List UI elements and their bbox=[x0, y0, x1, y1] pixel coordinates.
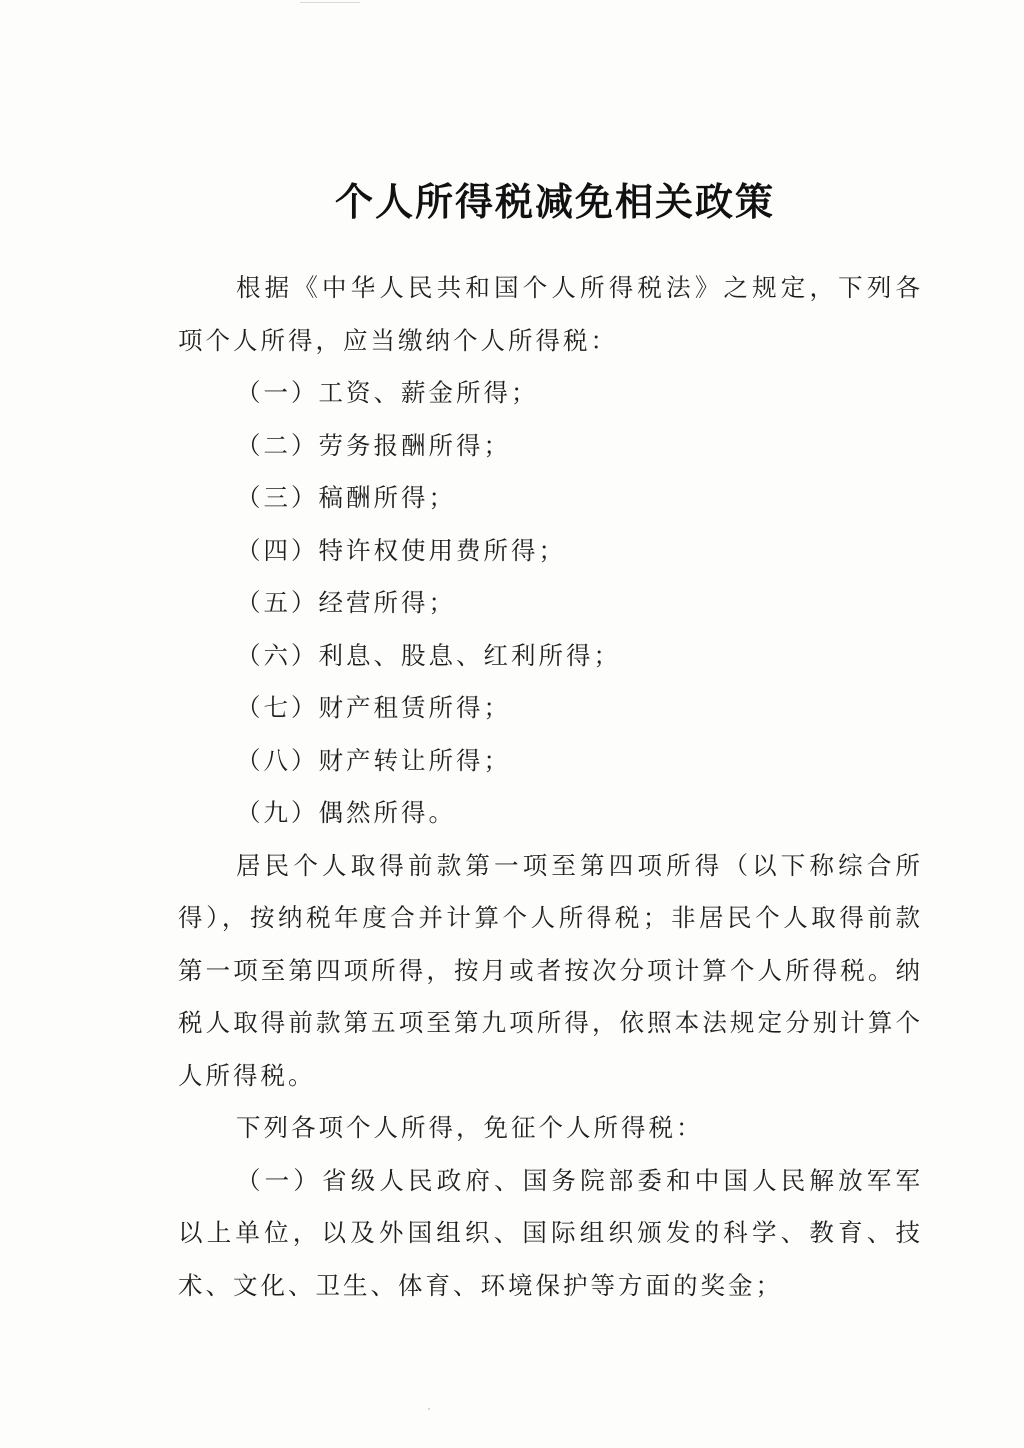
taxable-item-1: （一）工资、薪金所得； bbox=[236, 378, 539, 407]
taxable-item-3: （三）稿酬所得； bbox=[236, 483, 456, 512]
exempt-intro-paragraph: 下列各项个人所得，免征个人所得税： bbox=[236, 1113, 704, 1142]
scan-edge-mark bbox=[300, 2, 360, 3]
comprehensive-income-paragraph: 居民个人取得前款第一项至第四项所得（以下称综合所得），按纳税年度合并计算个人所得税；非居民个人取得前款第一项至第四项所得，按月或者按次分项计算个人所得税。纳税人取得前款第五项至第九项所得，依照本法规定分别计算个人所得税。 bbox=[178, 850, 923, 1090]
document-title: 个人所得税减免相关政策 bbox=[334, 180, 775, 225]
taxable-item-6: （六）利息、股息、红利所得； bbox=[236, 640, 621, 670]
document-body bbox=[178, 262, 923, 1312]
scan-dot-mark bbox=[428, 1408, 430, 1410]
taxable-item-7: （七）财产租赁所得； bbox=[236, 693, 511, 722]
taxable-item-9: （九）偶然所得。 bbox=[236, 798, 456, 827]
taxable-item-2: （二）劳务报酬所得； bbox=[236, 430, 511, 460]
taxable-item-8: （八）财产转让所得； bbox=[236, 745, 511, 775]
taxable-item-5: （五）经营所得； bbox=[236, 588, 456, 617]
exempt-item-1: （一）省级人民政府、国务院部委和中国人民解放军军以上单位，以及外国组织、国际组织颁发的科学、教育、技术、文化、卫生、体育、环境保护等方面的奖金； bbox=[178, 1165, 923, 1300]
taxable-item-4: （四）特许权使用费所得； bbox=[236, 535, 566, 565]
intro-paragraph: 根据《中华人民共和国个人所得税法》之规定，下列各项个人所得，应当缴纳个人所得税： bbox=[178, 273, 923, 355]
